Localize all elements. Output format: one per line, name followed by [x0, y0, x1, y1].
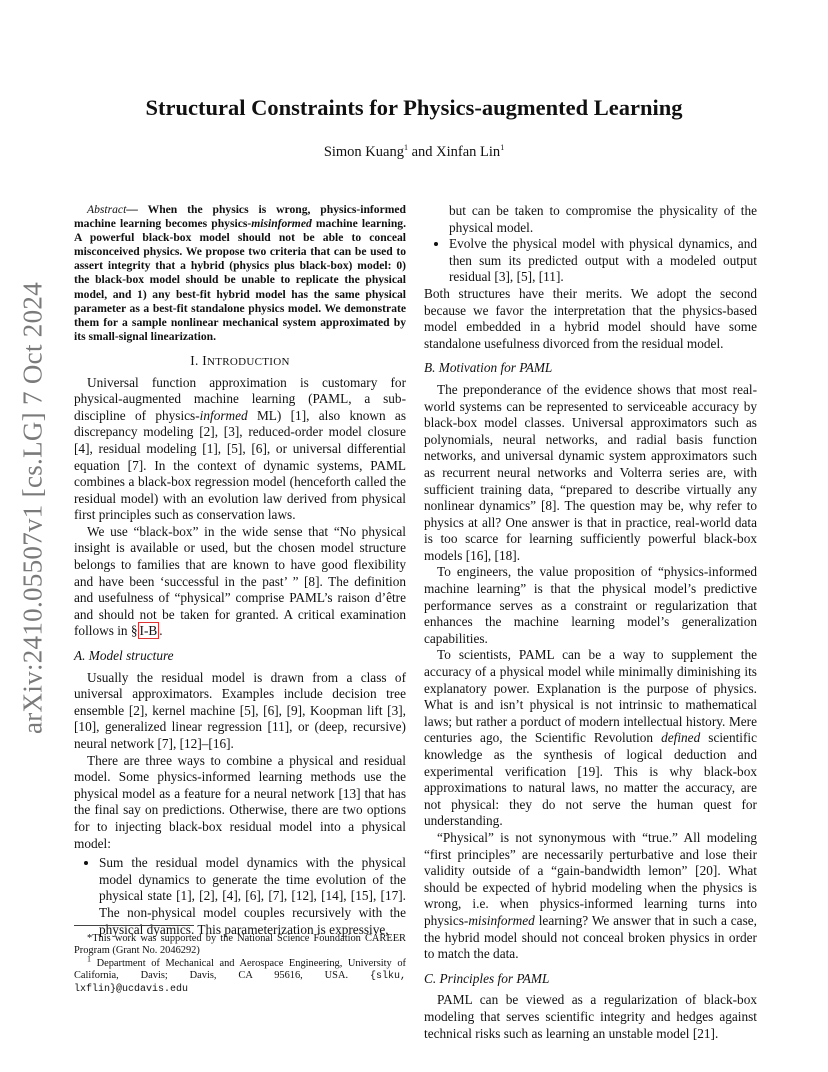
abstract-label: Abstract	[87, 203, 127, 216]
funding-footnote: *This work was supported by the National Science Foundation CAREER Program (Grant No. 2046292)	[74, 933, 406, 957]
subsection-heading-motivation: B. Motivation for PAML	[424, 360, 553, 376]
affiliation-footnote: $^1$ Department of Mechanical and Aerospace Engineering, University of California, Davis; Davis, CA 95616, USA. {slku, lxflin}@ucdavis.edu	[74, 954, 406, 996]
bullet-continuation	[424, 203, 757, 236]
paragraph-motivation-4: “Physical” is not synonymous with “true.” All modeling “first principles” are necessarily perturbative and lose their validity outside of a “gain-bandwidth lemon” [20]. What should be expected of hybrid modeling when the physics is wrong, i.e. when physics-informed learning turns into physics-misinformed learning? We answer that in such a case, the hybrid model should not conceal broken physics in order to match the data.	[424, 829, 757, 962]
paragraph-motivation-2: To engineers, the value proposition of “physics-informed machine learning” is that the physical model’s predictive performance serves as a constraint or regularization that enhances the machine learning model’s generalization capabilities.	[424, 564, 757, 646]
arxiv-identifier: arXiv:2410.05507v1 [cs.LG] 7 Oct 2024	[17, 281, 48, 735]
combination-options-list-continued	[424, 236, 757, 286]
section-heading-introduction: I. INTRODUCTION	[190, 352, 290, 368]
footnotes	[74, 933, 406, 996]
paragraph-structures: Both structures have their merits. We adopt the second because we favor the interpretation that the physics-based model embedded in a hybrid model should have some standalone usefulness divorced from the residual model.	[424, 285, 757, 351]
continued-text: but can be taken to compromise the physicality of the physical model.	[449, 203, 757, 235]
author-emails: {slku, lxflin}@ucdavis.edu	[74, 970, 406, 996]
affiliation-mark: 1	[403, 143, 408, 153]
subsection-heading-principles: C. Principles for PAML	[424, 970, 550, 986]
list-item: • Sum the residual model dynamics with the physical model dynamics to generate the time evolution of the physical state [1], [2], [4], [6], [7], [12], [14], [15], [17]. The non-physical model couples recursively with the physical dyamics. This parameterization is expressive,	[99, 855, 406, 938]
abstract: Abstract— When the physics is wrong, physics-informed machine learning becomes physics-misinformed machine learning. A powerful black-box model should not be able to conceal misconceived physics. We propose two criteria that can be used to assert integrity that a hybrid (physics plus black-box) model: 0) the black-box model should be unable to replicate the physical model, and 1) any best-fit hybrid model has the same physical parameter as a best-fit standalone physics model. We demonstrate them for a sample nonlinear mechanical system approximated by its small-signal linearization.	[74, 203, 406, 343]
right-column	[424, 203, 757, 1042]
author-line	[0, 144, 828, 161]
left-column	[74, 203, 406, 938]
author-conjunction: and	[411, 144, 433, 160]
author-1: Simon Kuang	[323, 144, 404, 160]
paper-title: Structural Constraints for Physics-augmented Learning	[145, 95, 683, 120]
affiliation-mark: 1	[500, 143, 505, 153]
paragraph-intro-2: We use “black-box” in the wide sense that “No physical insight is available or used, but the chosen model structure belongs to families that are known to have good flexibility and have been ‘successful in the past’ ” [8]. The definition and usefulness of “physical” comprise PAML’s raison d’être and should not be taken for granted. A critical examination follows in § I-B .	[74, 523, 406, 639]
list-item: • Evolve the physical model with physical dynamics, and then sum its predicted output with a modeled output residual [3], [5], [11].	[449, 236, 757, 286]
paragraph-model-structure-2: There are three ways to combine a physical and residual model. Some physics-informed learning methods use the physical model as a feature for a neural network [13] that has the final say on predictions. Otherwise, there are two options for to injecting black-box residual model into a physical model:	[74, 752, 406, 851]
paragraph-principles-1: PAML can be viewed as a regularization of black-box modeling that serves scientific integrity and hedges against technical risks such as learning an unstable model [21].	[424, 992, 757, 1041]
paragraph-intro-1: Universal function approximation is customary for physical-augmented machine learning (PAML, a sub-discipline of physics-informed ML) [1], also known as discrepancy modeling [2], [3], reduced-order model closure [4], residual modeling [1], [5], [6], or universal differential equation [7]. In the context of dynamic systems, PAML combines a black-box regression model (henceforth called the residual model) with an evolution law derived from physical first principles such as conservation laws.	[74, 374, 407, 523]
subsection-heading-model-structure: A. Model structure	[74, 648, 174, 664]
footnote-rule	[74, 925, 194, 926]
paragraph-model-structure-1: Usually the residual model is drawn from a class of universal approximators. Examples include decision tree ensemble [2], kernel machine [5], [6], [9], Koopman lift [3], [10], generalized linear regression [11], or (deep, recursive) neural network [7], [12]–[16].	[74, 669, 406, 751]
section-cross-reference-link[interactable]: I-B	[139, 623, 158, 639]
paragraph-motivation-3: To scientists, PAML can be a way to supplement the accuracy of a physical model while minimally diminishing its explanatory power. Explanation is the purpose of physics. What is and isn’t physical is not intrinsic to mathematical laws; but rather a porduct of modern intellectual history. Mere centuries ago, the Scientific Revolution defined scientific knowledge as the synthesis of logical deduction and experimental verification [19]. This is why black-box approximations to natural laws, no matter the accuracy, are not physical: they do not serve the human quest for understanding.	[424, 647, 758, 829]
arxiv-sidebar-stamp	[10, 281, 56, 735]
author-2: Xinfan Lin	[436, 144, 501, 160]
paragraph-motivation-1: The preponderance of the evidence shows that most real-world systems can be represented to serviceable accuracy by black-box model classes. Universal approximators such as polynomials, neural networks, and radial basis function networks, and universal dynamic system approximators such as recurrent neural networks and Volterra series are, with sufficient training data, “prepared to describe virtually any nonlinear dynamics” [8]. The question may be, why refer to physics at all? One answer is that in practice, real-world data is too scarce for learning sufficiently powerful black-box models [16], [18].	[424, 381, 757, 563]
